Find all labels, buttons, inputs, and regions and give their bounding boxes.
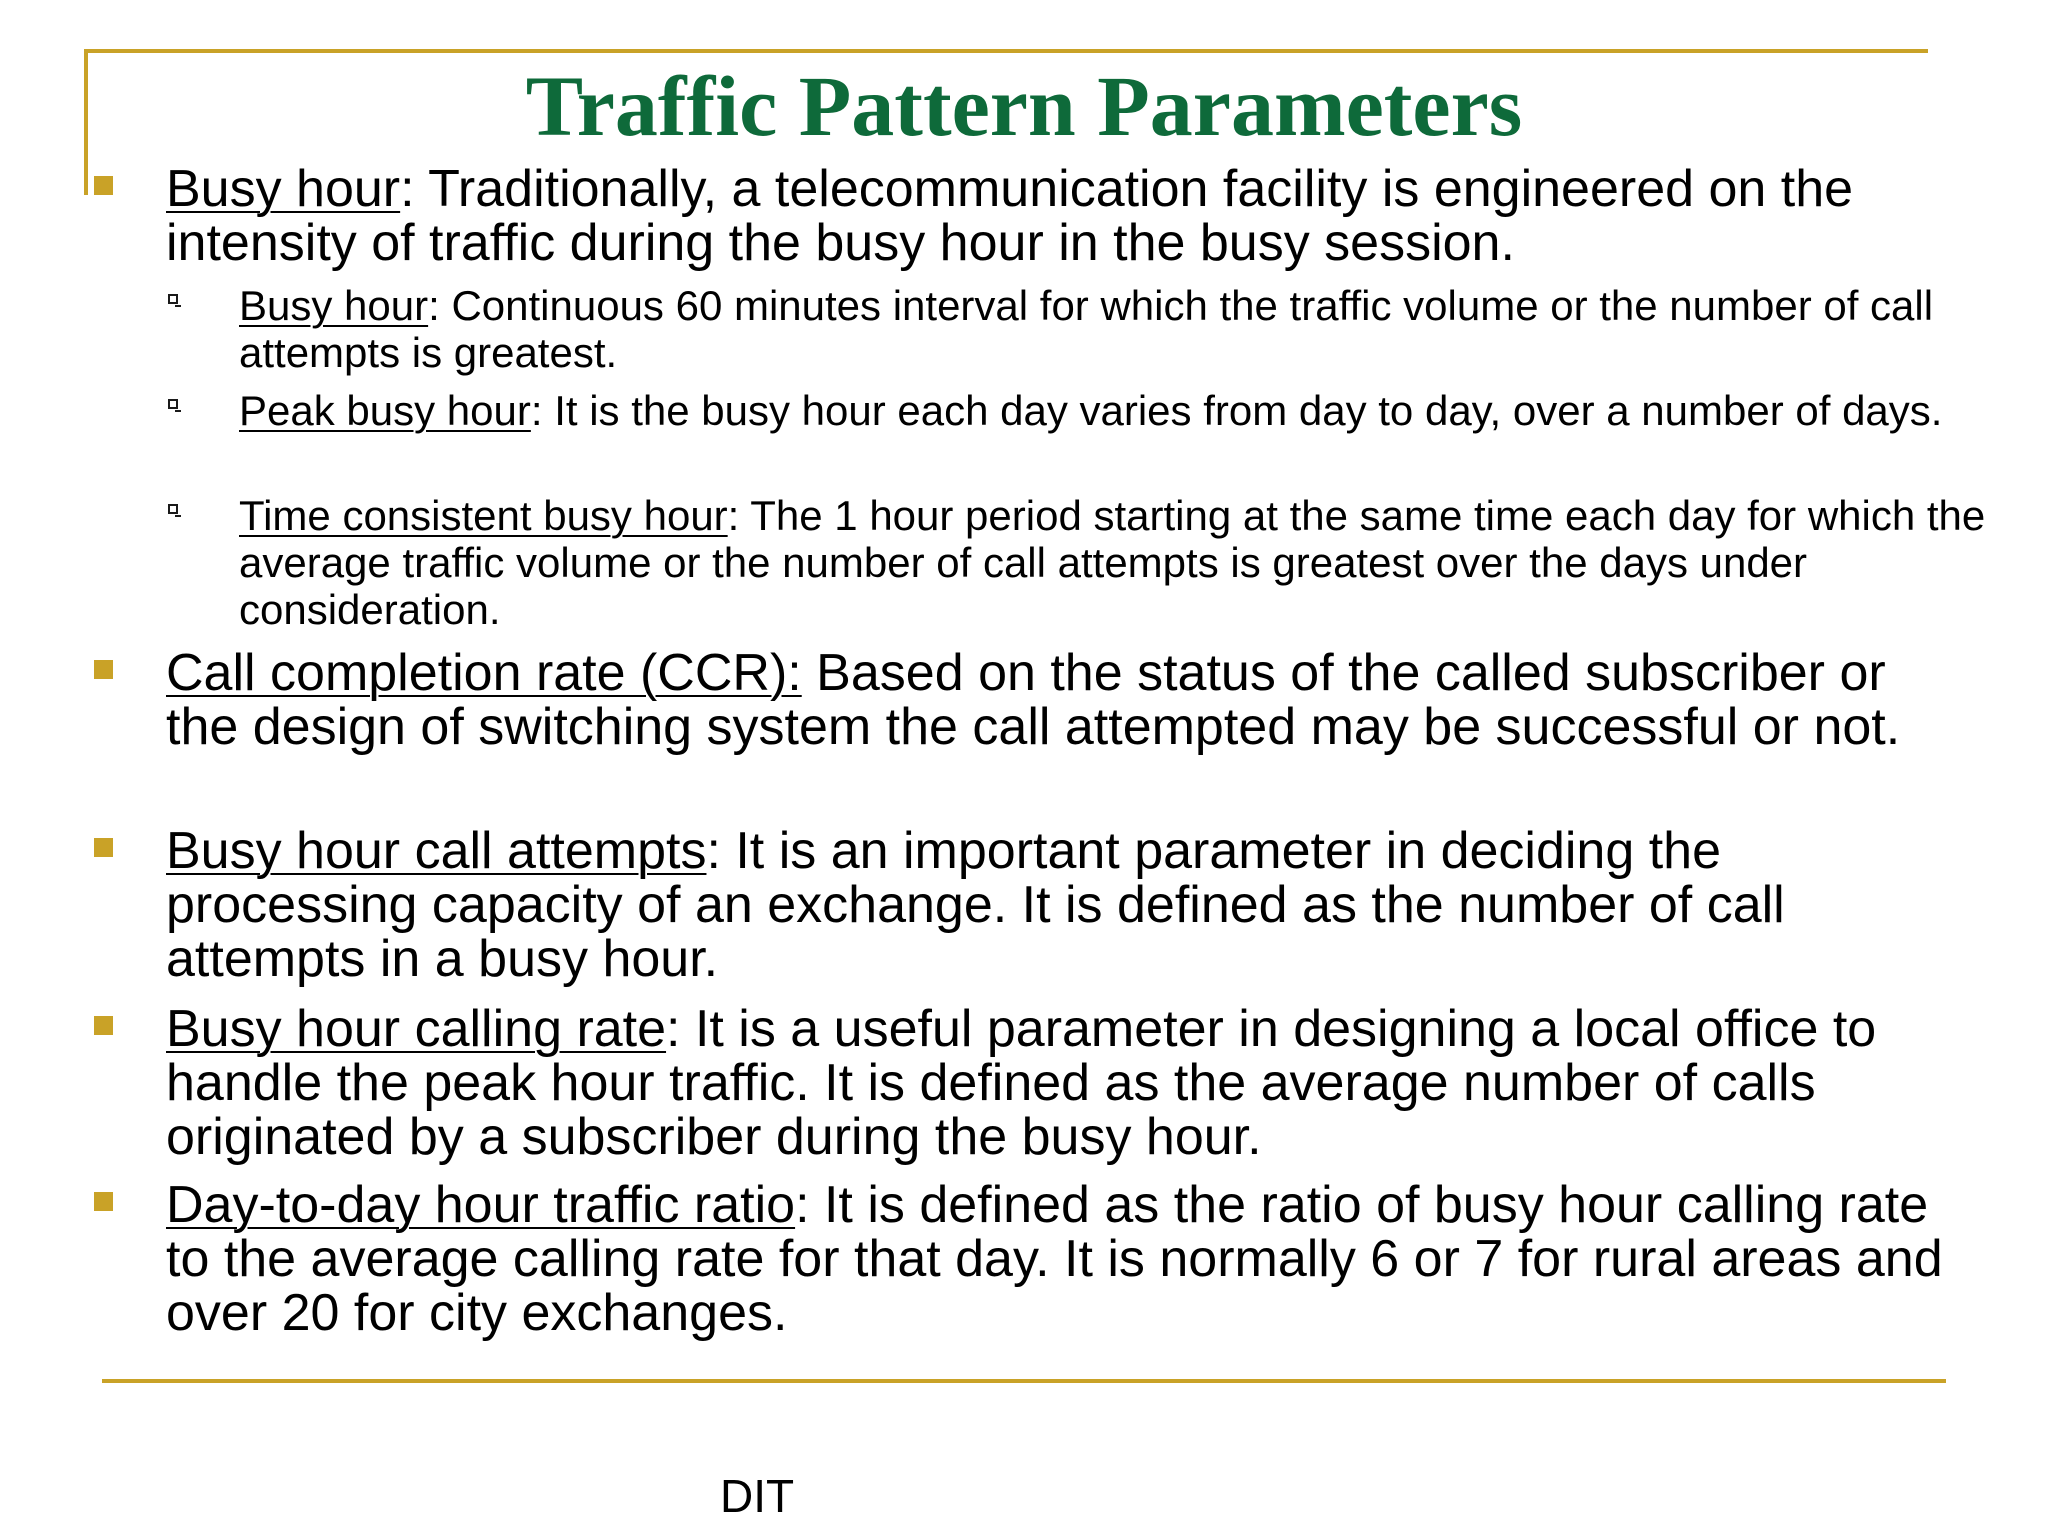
term-label: Busy hour call attempts bbox=[166, 822, 707, 880]
definition-text: : It is a useful parameter in designing a local office to handle the peak hour traffic. It is defined as the average number of calls originated by a subscriber during the busy hour. bbox=[166, 1000, 1877, 1166]
sub-bullet-text bbox=[239, 492, 2029, 633]
square-bullet-icon bbox=[94, 660, 113, 679]
hollow-square-bullet-icon bbox=[168, 504, 178, 514]
square-bullet-icon bbox=[94, 176, 113, 195]
bullet-text bbox=[166, 1178, 1946, 1340]
top-border-line bbox=[84, 49, 1928, 53]
square-bullet-icon bbox=[94, 1016, 113, 1035]
definition-text: Based on the status of the called subscriber or the design of switching system the call attempted may be successful or not. bbox=[166, 644, 1901, 756]
term-label: Day-to-day hour traffic ratio bbox=[166, 1176, 796, 1234]
footer-label: DIT bbox=[720, 1470, 795, 1522]
definition-text: : It is an important parameter in deciding the processing capacity of an exchange. It is defined as the number of call attempts in a busy hour. bbox=[166, 822, 1785, 988]
term-label: Time consistent busy hour bbox=[239, 492, 728, 539]
bullet-text bbox=[166, 1002, 1946, 1164]
sub-bullet-text bbox=[239, 387, 1984, 434]
definition-text: : The 1 hour period starting at the same time each day for which the average traffic volume or the number of call attempts is greatest over the days under consideration. bbox=[239, 492, 1986, 633]
bullet-text bbox=[166, 646, 1946, 754]
square-bullet-icon bbox=[94, 838, 113, 857]
hollow-square-bullet-icon bbox=[168, 399, 178, 409]
definition-text: : It is defined as the ratio of busy hour calling rate to the average calling rate for that day. It is normally 6 or 7 for rural areas and over 20 for city exchanges. bbox=[166, 1176, 1943, 1342]
slide-title: Traffic Pattern Parameters bbox=[525, 58, 1523, 154]
bottom-divider-line bbox=[102, 1379, 1946, 1383]
term-label: Busy hour bbox=[166, 160, 401, 218]
bullet-text bbox=[166, 824, 1946, 986]
term-label: Call completion rate (CCR): bbox=[166, 644, 802, 702]
definition-text: : It is the busy hour each day varies from day to day, over a number of days. bbox=[530, 387, 1943, 434]
sub-bullet-text bbox=[239, 282, 1984, 376]
hollow-square-bullet-icon bbox=[168, 294, 178, 304]
square-bullet-icon bbox=[94, 1192, 113, 1211]
definition-text: : Continuous 60 minutes interval for which the traffic volume or the number of call attempts is greatest. bbox=[239, 282, 1934, 376]
definition-text: : Traditionally, a telecommunication facility is engineered on the intensity of traffic during the busy hour in the busy session. bbox=[166, 160, 1854, 272]
term-label: Busy hour bbox=[239, 282, 429, 329]
bullet-text bbox=[166, 162, 1946, 270]
term-label: Peak busy hour bbox=[239, 387, 531, 434]
term-label: Busy hour calling rate bbox=[166, 1000, 667, 1058]
